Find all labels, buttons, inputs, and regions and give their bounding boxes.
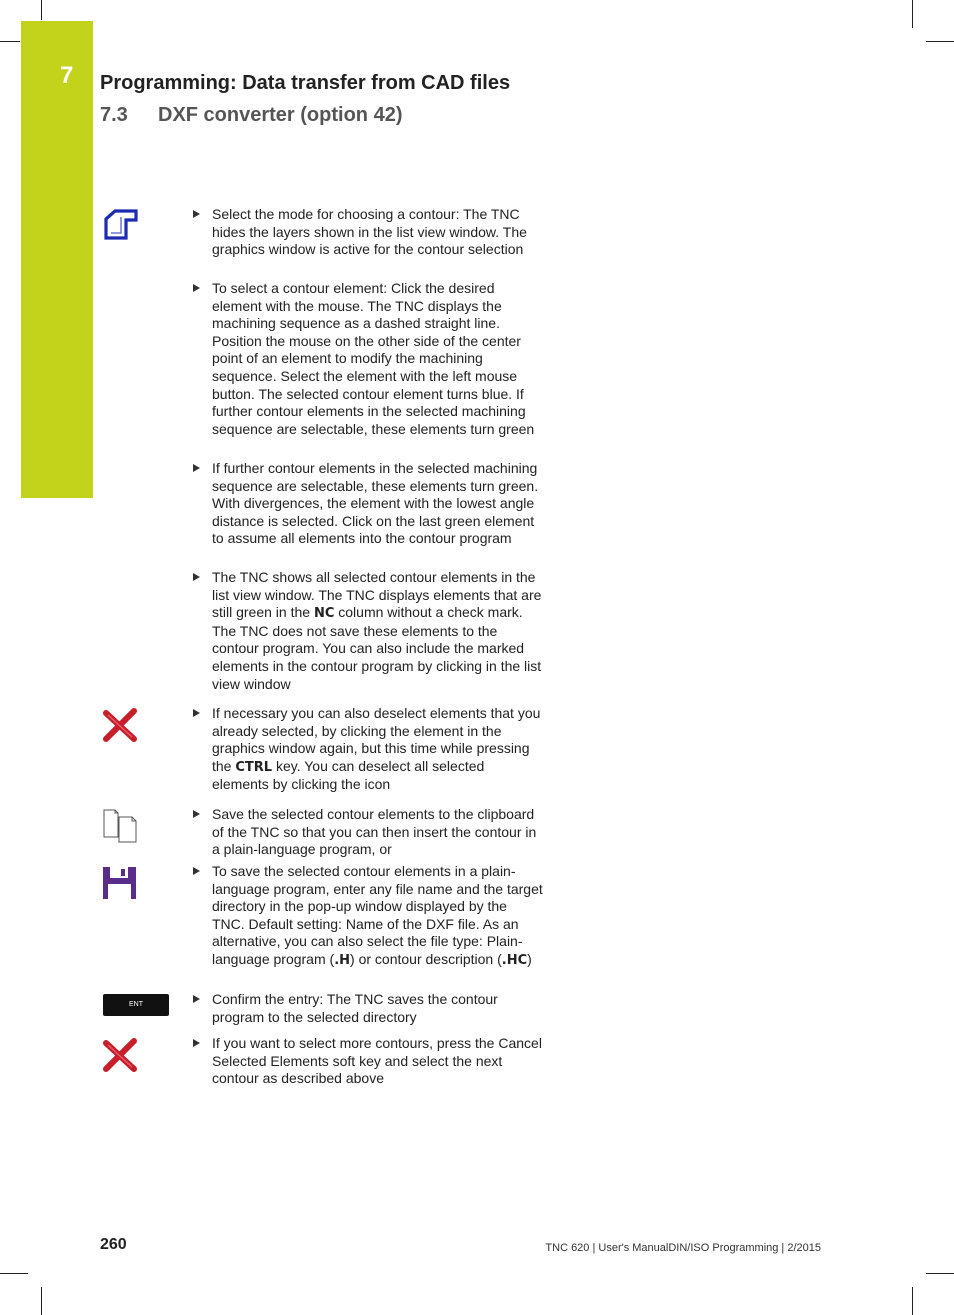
red-x-cancel-icon xyxy=(102,707,138,748)
crop-mark xyxy=(912,0,913,28)
step-text: If further contour elements in the selected machining sequence are selectable, these elements turn green. With divergences, the element with the lowest angle distance is selected. Click on the last green element to assume all elements into the contour program xyxy=(212,460,539,547)
nc-keyword: NC xyxy=(313,606,335,622)
bullet-triangle-icon xyxy=(193,995,200,1003)
step-text: Confirm the entry: The TNC saves the contour program to the selected directory xyxy=(212,991,498,1025)
step-text: If necessary you can also deselect elements that you already selected, by clicking the element in the graphics window again, but this time while pressing the CTRL key. You can deselect all selected elements by clicking the icon xyxy=(212,705,541,793)
red-x-cancel-icon xyxy=(102,1037,138,1078)
step-clipboard xyxy=(193,806,543,859)
section-title: DXF converter (option 42) xyxy=(158,104,403,126)
crop-mark xyxy=(926,1273,954,1274)
ctrl-keyword: CTRL xyxy=(235,759,273,775)
crop-mark xyxy=(0,1273,28,1274)
footer-text: TNC 620 | User's ManualDIN/ISO Programming | 2/2015 xyxy=(545,1242,821,1254)
bullet-triangle-icon xyxy=(193,464,200,472)
step-select-mode xyxy=(193,206,543,259)
crop-mark xyxy=(41,1287,42,1315)
chapter-title: Programming: Data transfer from CAD files xyxy=(100,72,511,94)
bullet-triangle-icon xyxy=(193,810,200,818)
bullet-triangle-icon xyxy=(193,210,200,218)
bullet-triangle-icon xyxy=(193,867,200,875)
section-heading xyxy=(100,104,403,127)
chapter-number: 7 xyxy=(60,62,74,89)
step-save-program xyxy=(193,863,543,970)
crop-mark xyxy=(0,41,20,42)
step-further-elements xyxy=(193,460,543,548)
ent-key: ENT xyxy=(103,994,169,1016)
bullet-triangle-icon xyxy=(193,573,200,581)
step-text: To select a contour element: Click the desired element with the mouse. The TNC displays the machining sequence as a dashed straight line. Position the mouse on the other side of the center point of an element to modify the machining sequence. Select the element with the left mouse button. The selected contour element turns blue. If further contour elements in the selected machining sequence are selectable, these elements turn green xyxy=(212,280,535,437)
page-number: 260 xyxy=(100,1236,127,1253)
section-number: 7.3 xyxy=(100,104,128,126)
hc-extension: .HC xyxy=(501,952,528,968)
step-list-view xyxy=(193,569,543,693)
floppy-disk-icon xyxy=(102,866,138,905)
copy-pages-icon xyxy=(102,807,138,848)
contour-select-icon xyxy=(102,207,138,246)
chapter-tab xyxy=(21,21,93,498)
step-select-element xyxy=(193,280,543,438)
step-text: Select the mode for choosing a contour: The TNC hides the layers shown in the list view window. The graphics window is active for the contour selection xyxy=(212,206,527,258)
crop-mark xyxy=(41,0,42,20)
bullet-triangle-icon xyxy=(193,284,200,292)
step-text: If you want to select more contours, press the Cancel Selected Elements soft key and select the next contour as described above xyxy=(212,1035,542,1087)
step-text: The TNC shows all selected contour elements in the list view window. The TNC displays elements that are still green in the NC column without a check mark. The TNC does not save these elements to the contour program. You can also include the marked elements in the contour program by clicking in the list view window xyxy=(212,569,542,692)
step-text: To save the selected contour elements in a plain-language program, enter any file name and the target directory in the pop-up window displayed by the TNC. Default setting: Name of the DXF file. As an alternative, you can also select the file type: Plain-language program (.H) or contour description (.HC) xyxy=(212,863,543,968)
step-text: Save the selected contour elements to the clipboard of the TNC so that you can then insert the contour in a plain-language program, or xyxy=(212,806,537,858)
step-confirm xyxy=(193,991,543,1026)
step-more-contours xyxy=(193,1035,543,1088)
crop-mark xyxy=(926,41,954,42)
h-extension: .H xyxy=(334,952,351,968)
step-deselect xyxy=(193,705,543,794)
crop-mark xyxy=(912,1287,913,1315)
bullet-triangle-icon xyxy=(193,709,200,717)
bullet-triangle-icon xyxy=(193,1039,200,1047)
